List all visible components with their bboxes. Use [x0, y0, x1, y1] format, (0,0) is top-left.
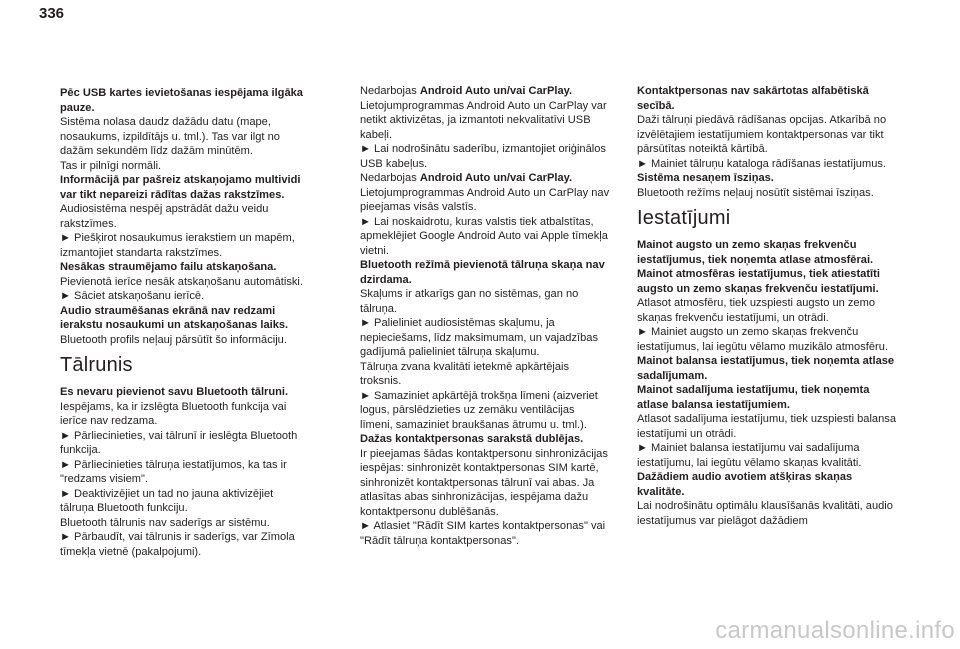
body-paragraph: ► Samaziniet apkārtējā trokšņa līmeni (aizveriet logus, pārslēdzieties uz zemāku ventilācijas līmeni, samaziniet braukšanas ātrumu u. tml.).: [360, 389, 598, 431]
body-paragraph: ► Mainiet augsto un zemo skaņas frekvenču iestatījumus, lai iegūtu vēlamo muzikālo atmosfēru.: [637, 326, 888, 353]
topic-heading: Kontaktpersonas nav sakārtotas alfabētiskā secībā.: [637, 85, 869, 112]
body-paragraph: Atlasot sadalījuma iestatījumu, tiek uzspiesti balansa iestatījumi un otrādi.: [637, 413, 896, 440]
topic-heading: Pēc USB kartes ievietošanas iespējama ilgāka pauze.: [60, 87, 303, 114]
body-paragraph: Lai nodrošinātu optimālu klausīšanās kvalitāti, audio iestatījumus var pielāgot dažādiem: [637, 500, 893, 527]
body-paragraph: ► Pārbaudīt, vai tālrunis ir saderīgs, var Zīmola tīmekļa vietnē (pakalpojumi).: [60, 531, 295, 558]
topic-heading-bold: Android Auto un/vai CarPlay.: [419, 172, 573, 184]
topic-heading: Dažādiem audio avotiem atšķiras skaņas kvalitāte.: [637, 471, 853, 498]
body-paragraph: ► Palieliniet audiosistēmas skaļumu, ja nepieciešams, līdz maksimumam, un vajadzības gadījumā palieliniet tālruņa skaļumu.: [360, 317, 598, 358]
topic-heading: Nesākas straumējamo failu atskaņošana.: [60, 261, 277, 273]
topic-heading: Informācijā par pašreiz atskaņojamo multividi var tikt nepareizi rādītas dažas rakstzīmes.: [60, 174, 301, 201]
body-paragraph: ► Mainiet tālruņu kataloga rādīšanas iestatījumus.: [637, 157, 887, 170]
body-paragraph: Pievienotā ierīce nesāk atskaņošanu automātiski.: [60, 275, 303, 288]
body-paragraph: Atlasot atmosfēru, tiek uzspiesti augsto un zemo skaņas frekvenču iestatījumi, un otrādi.: [637, 297, 876, 324]
body-paragraph: Lietojumprogrammas Android Auto un CarPlay var netikt aktivizētas, ja izmantoti nekvalitatīvi USB kabeļi.: [360, 99, 607, 141]
body-paragraph: ► Sāciet atskaņošanu ierīcē.: [60, 290, 205, 302]
body-paragraph: Sistēma nolasa daudz dažādu datu (mape, nosaukums, izpildītājs u. tml.). Tas var ilgt no dažām sekundēm līdz dažām minūtēm.: [60, 116, 280, 157]
topic-heading: Es nevaru pievienot savu Bluetooth tālruni.: [60, 386, 289, 398]
body-paragraph: Audiosistēma nespēj apstrādāt dažu veidu rakstzīmes.: [60, 203, 269, 230]
body-paragraph: Bluetooth režīms neļauj nosūtīt sistēmai īsziņas.: [637, 186, 874, 199]
topic-heading-prefix: Nedarbojas: [360, 172, 420, 184]
body-paragraph: ► Pārliecinieties, vai tālrunī ir ieslēgta Bluetooth funkcija.: [60, 429, 298, 456]
topic-heading: Dažas kontaktpersonas sarakstā dublējas.: [360, 433, 584, 445]
body-paragraph: Ir pieejamas šādas kontaktpersonu sinhronizācijas iespējas: sinhronizēt kontaktpersonas SIM kartē, sinhronizēt kontaktpersonas tālrunī vai abas. Ja atlasītas abas sinhronizācijas, iespējama dažu kontaktpersonu dublēšanās.: [360, 447, 608, 518]
section-heading: Iestatījumi: [637, 207, 731, 229]
topic-heading: [360, 84, 610, 99]
topic-heading: Bluetooth režīmā pievienotā tālruņa skaņa nav dzirdama.: [360, 259, 605, 286]
body-paragraph: Tas ir pilnīgi normāli.: [60, 159, 162, 172]
topic-heading-bold: Android Auto un/vai CarPlay.: [419, 85, 573, 97]
body-paragraph: Bluetooth profils neļauj pārsūtīt šo informāciju.: [60, 333, 287, 346]
body-paragraph: ► Piešķirot nosaukumus ierakstiem un mapēm, izmantojiet standarta rakstzīmes.: [60, 232, 295, 259]
column-2: [360, 84, 610, 548]
body-paragraph: Lietojumprogrammas Android Auto un CarPlay nav pieejamas visās valstīs.: [360, 186, 610, 213]
watermark: carmanualsonline.info: [715, 617, 955, 644]
topic-heading: Mainot sadalījuma iestatījumu, tiek noņemta atlase balansa iestatījumiem.: [637, 384, 870, 411]
body-paragraph: Bluetooth tālrunis nav saderīgs ar sistēmu.: [60, 516, 270, 529]
column-1: [60, 86, 310, 559]
topic-heading-prefix: Nedarbojas: [360, 85, 420, 97]
page-number: 336: [39, 5, 65, 22]
topic-heading: [360, 171, 610, 186]
body-paragraph: Daži tālruņi piedāvā rādīšanas opcijas. Atkarībā no izvēlētajiem iestatījumiem kontaktpersonas var tikt pārsūtītas noteiktā kārtībā.: [637, 114, 887, 155]
body-paragraph: ► Mainiet balansa iestatījumu vai sadalījuma iestatījumu, lai iegūtu vēlamo skaņas kvalitāti.: [637, 442, 862, 469]
topic-heading: Sistēma nesaņem īsziņas.: [637, 172, 774, 184]
body-paragraph: ► Lai noskaidrotu, kuras valstis tiek atbalstītas, apmeklējiet Google Android Auto vai Apple tīmekļa vietni.: [360, 215, 608, 257]
body-paragraph: ► Deaktivizējiet un tad no jauna aktivizējiet tālruņa Bluetooth funkciju.: [60, 487, 274, 514]
topic-heading: Mainot atmosfēras iestatījumus, tiek atiestatīti augsto un zemo skaņas frekvenču iestatījumi.: [637, 268, 880, 295]
body-paragraph: ► Atlasiet "Rādīt SIM kartes kontaktpersonas" vai "Rādīt tālruņa kontaktpersonas".: [360, 520, 606, 547]
body-paragraph: ► Pārliecinieties tālruņa iestatījumos, ka tas ir "redzams visiem".: [60, 458, 287, 485]
section-heading: Tālrunis: [60, 354, 133, 376]
body-paragraph: ► Lai nodrošinātu saderību, izmantojiet oriģinālos USB kabeļus.: [360, 143, 606, 170]
column-3: [637, 84, 899, 528]
topic-heading: Mainot augsto un zemo skaņas frekvenču iestatījumus, tiek noņemta atlase atmosfērai.: [637, 239, 874, 266]
body-paragraph: Tālruņa zvana kvalitāti ietekmē apkārtējais troksnis.: [360, 360, 570, 387]
body-paragraph: Iespējams, ka ir izslēgta Bluetooth funkcija vai ierīce nav redzama.: [60, 400, 287, 427]
topic-heading: Mainot balansa iestatījumus, tiek noņemta atlase sadalījumam.: [637, 355, 895, 382]
topic-heading: Audio straumēšanas ekrānā nav redzami ierakstu nosaukumi un atskaņošanas laiks.: [60, 304, 289, 331]
body-paragraph: Skaļums ir atkarīgs gan no sistēmas, gan no tālruņa.: [360, 288, 579, 315]
